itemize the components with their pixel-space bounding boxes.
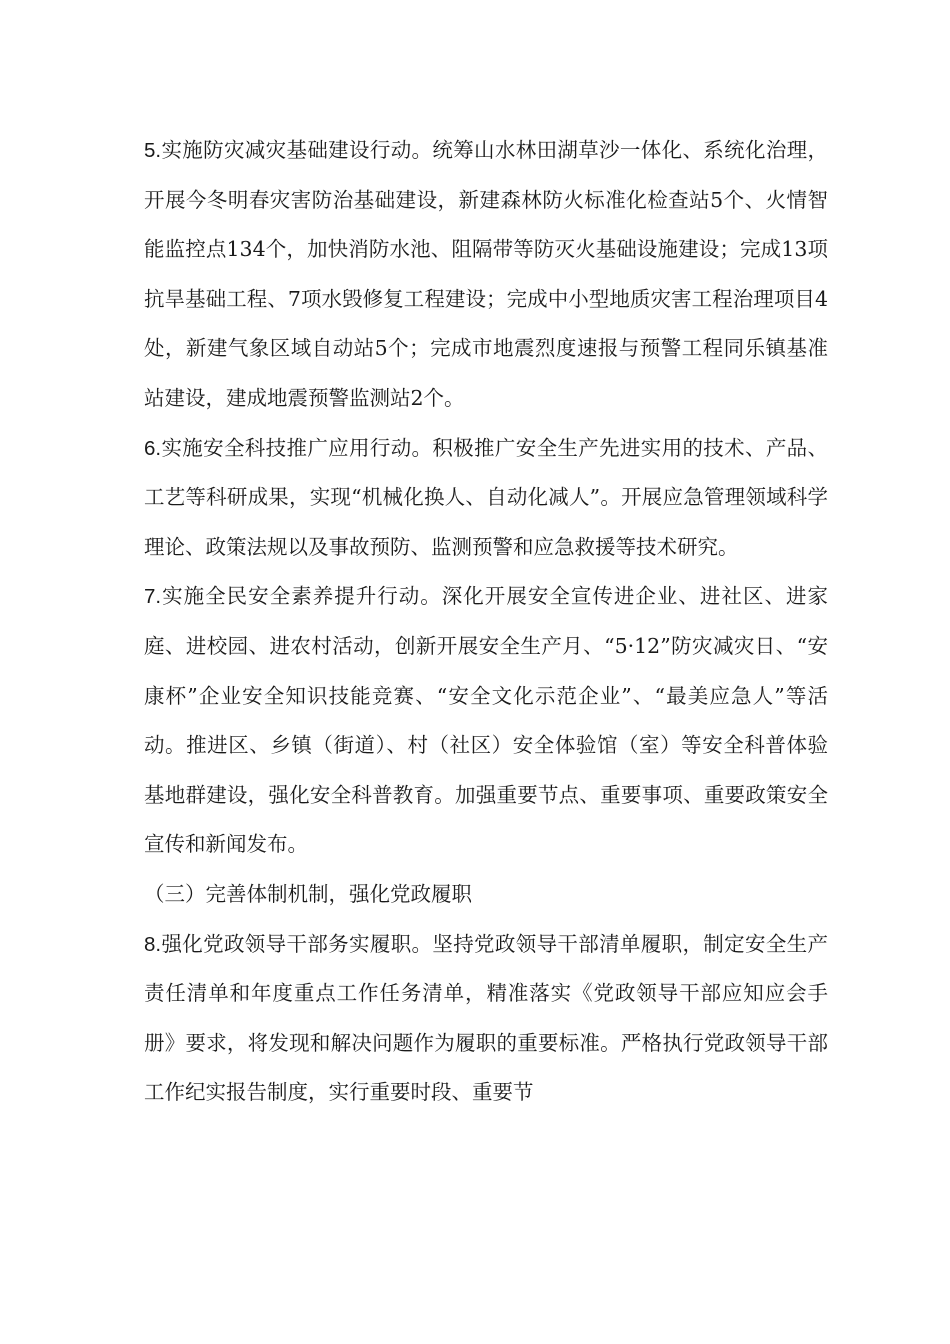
paragraph-number: 8. (144, 932, 162, 956)
paragraph-7 (144, 572, 828, 870)
paragraph-number: 5. (144, 139, 162, 162)
paragraph-text: 强化党政领导干部务实履职。坚持党政领导干部清单履职，制定安全生产责任清单和年度重点工作任务清单，精准落实《党政领导干部应知应会手册》要求，将发现和解决问题作为履职的重要标准。严格执行党政领导干部工作纪实报告制度，实行重要时段、重要节 (144, 931, 828, 1105)
paragraph-number: 7. (144, 585, 162, 609)
paragraph-8 (144, 920, 828, 1118)
section-heading: （三）完善体制机制，强化党政履职 (144, 881, 472, 906)
document-body (144, 126, 828, 1118)
paragraph-5 (144, 126, 828, 424)
paragraph-text: 实施防灾减灾基础建设行动。统筹山水林田湖草沙一体化、系统化治理，开展今冬明春灾害防治基础建设，新建森林防火标准化检查站5个、火情智能监控点134个，加快消防水池、阻隔带等防灭火基础设施建设；完成13项抗旱基础工程、7项水毁修复工程建设；完成中小型地质灾害工程治理项目4处，新建气象区域自动站5个；完成市地震烈度速报与预警工程同乐镇基准站建设，建成地震预警监测站2个。 (144, 138, 828, 410)
paragraph-text: 实施全民安全素养提升行动。深化开展安全宣传进企业、进社区、进家庭、进校园、进农村活动，创新开展安全生产月、“5·12”防灾减灾日、“安康杯”企业安全知识技能竞赛、“安全文化示范企业”、“最美应急人”等活动。推进区、乡镇（街道）、村（社区）安全体验馆（室）等安全科普体验基地群建设，强化安全科普教育。加强重要节点、重要事项、重要政策安全宣传和新闻发布。 (144, 584, 828, 857)
paragraph-6 (144, 424, 828, 573)
paragraph-text: 实施安全科技推广应用行动。积极推广安全生产先进实用的技术、产品、工艺等科研成果，实现“机械化换人、自动化减人”。开展应急管理领域科学理论、政策法规以及事故预防、监测预警和应急救援等技术研究。 (144, 435, 828, 559)
paragraph-number: 6. (144, 436, 162, 460)
